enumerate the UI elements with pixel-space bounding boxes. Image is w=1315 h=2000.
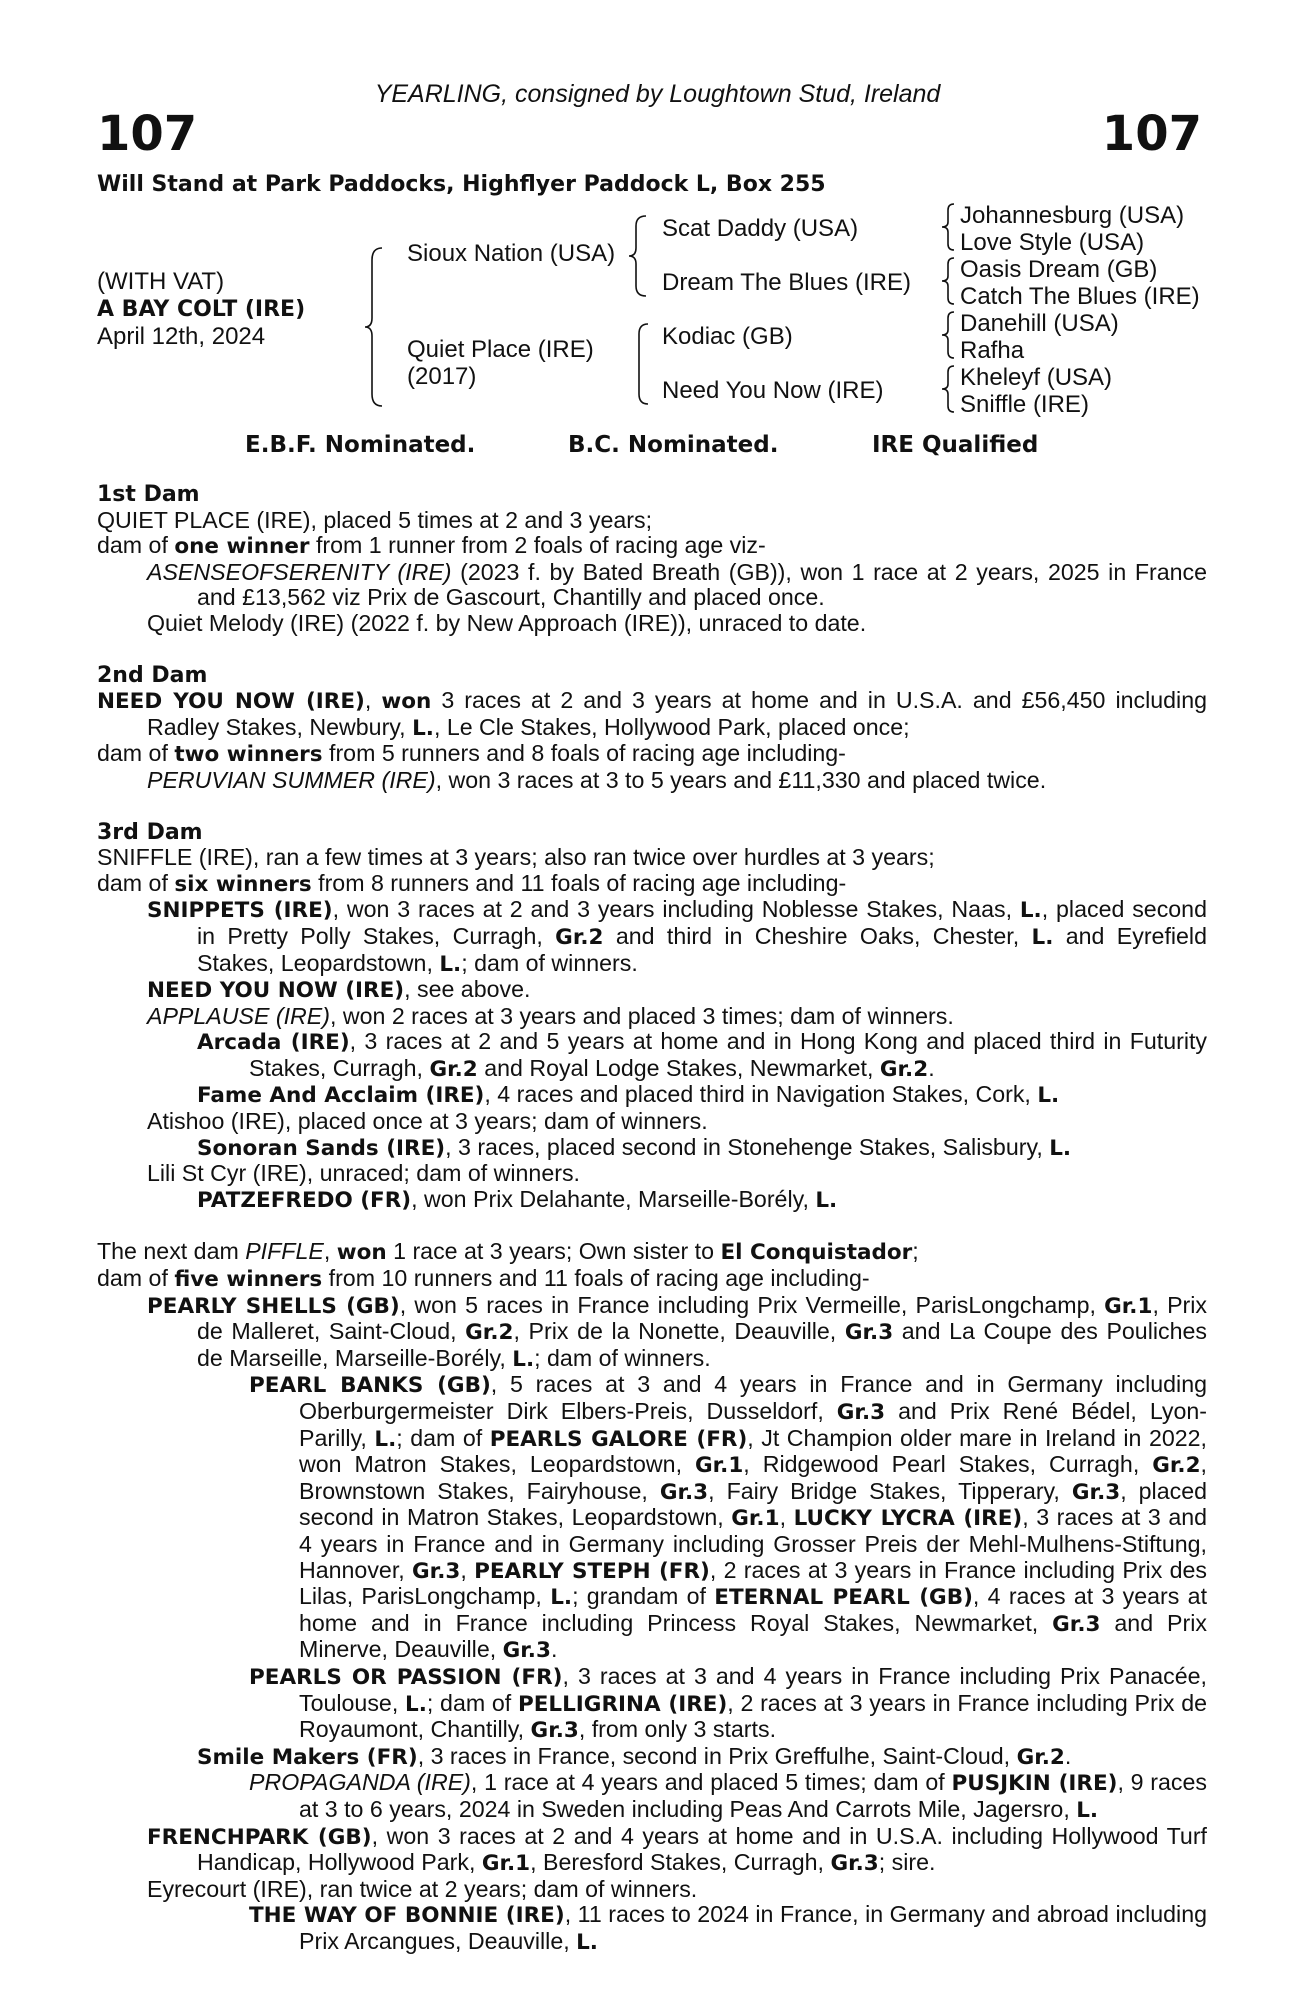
gen3-7: Kheleyf (USA): [960, 364, 1113, 391]
ire-qualified: IRE Qualified: [872, 432, 1039, 458]
produce-eyrecourt: Eyrecourt (IRE), ran twice at 2 years; dam of winners.: [147, 1875, 698, 1902]
brace-gen3-2: [940, 256, 958, 306]
third-dam-summary: dam of six winners from 8 runners and 11 foals of racing age including-: [97, 869, 847, 897]
produce-the-way-of-bonnie: THE WAY OF BONNIE (IRE), 11 races to 2024 in France, in Germany and abroad including Prix Arcangues, Deauville, L.: [249, 1901, 1207, 1955]
brace-gen3-1: [940, 202, 958, 252]
second-dam-summary: dam of two winners from 5 runners and 8 foals of racing age including-: [97, 740, 846, 768]
vat-note: (WITH VAT): [97, 268, 225, 295]
next-dam-summary: dam of five winners from 10 runners and 11 foals of racing age including-: [97, 1265, 870, 1293]
produce-peruvian-summer: PERUVIAN SUMMER (IRE), won 3 races at 3 to 5 years and £11,330 and placed twice.: [147, 766, 1047, 793]
gen3-3: Oasis Dream (GB): [960, 256, 1158, 283]
brace-gen3-3: [940, 310, 958, 360]
gen3-4: Catch The Blues (IRE): [960, 283, 1200, 310]
next-dam-line: The next dam PIFFLE, won 1 race at 3 years; Own sister to El Conquistador;: [97, 1238, 919, 1266]
third-dam-heading: 3rd Dam: [97, 819, 203, 845]
first-dam-heading: 1st Dam: [97, 482, 200, 507]
first-dam-summary: dam of one winner from 1 runner from 2 foals of racing age viz-: [97, 532, 766, 560]
stand-location: Will Stand at Park Paddocks, Highflyer Paddock L, Box 255: [97, 172, 826, 197]
third-dam-line: SNIFFLE (IRE), ran a few times at 3 years; also ran twice over hurdles at 3 years;: [97, 844, 935, 871]
gen2-dam-sire: Kodiac (GB): [662, 323, 793, 350]
gen3-1: Johannesburg (USA): [960, 202, 1185, 229]
produce-frenchpark: FRENCHPARK (GB), won 3 races at 2 and 4 years at home and in U.S.A. including Hollywood Turf Handicap, Hollywood Park, Gr.1, Beresford Stakes, Curragh, Gr.3; sire.: [147, 1822, 1207, 1877]
produce-smile-makers: Smile Makers (FR), 3 races in France, second in Prix Greffulhe, Saint-Cloud, Gr.2.: [197, 1742, 1072, 1770]
produce-pearl-banks: PEARL BANKS (GB), 5 races at 3 and 4 years in France and in Germany including Oberburgermeister Dirk Elbers-Preis, Dusseldorf, Gr.3 and Prix René Bédel, Lyon-Parilly, L.; dam of PEARLS GALORE (FR), Jt Champion older mare in Ireland in 2022, won Matron Stakes, Leopardstown, Gr.1, Ridgewood Pearl Stakes, Curragh, Gr.2, Brownstown Stakes, Fairyhouse, Gr.3, Fairy Bridge Stakes, Tipperary, Gr.3, placed second in Matron Stakes, Leopardstown, Gr.1, LUCKY LYCRA (IRE), 3 races at 3 and 4 years in France and in Germany including Grosser Preis der Mehl-Mulhens-Stiftung, Hannover, Gr.3, PEARLY STEPH (FR), 2 races at 3 years in France including Prix des Lilas, ParisLongchamp, L.; grandam of ETERNAL PEARL (GB), 4 races at 3 years at home and in France including Princess Royal Stakes, Newmarket, Gr.3 and Prix Minerve, Deauville, Gr.3.: [249, 1371, 1208, 1664]
produce-snippets: SNIPPETS (IRE), won 3 races at 2 and 3 years including Noblesse Stakes, Naas, L., placed second in Pretty Polly Stakes, Curragh, Gr.2 and third in Cheshire Oaks, Chester, L. and Eyrefield Stakes, Leopardstown, L.; dam of winners.: [147, 896, 1207, 977]
produce-atishoo: Atishoo (IRE), placed once at 3 years; dam of winners.: [147, 1108, 708, 1135]
sire-name: Sioux Nation (USA): [407, 240, 616, 267]
dam-year: (2017): [407, 363, 477, 390]
ebf-nomination: E.B.F. Nominated.: [245, 432, 476, 458]
produce-lili-st-cyr: Lili St Cyr (IRE), unraced; dam of winners.: [147, 1160, 580, 1187]
produce-pearly-shells: PEARLY SHELLS (GB), won 5 races in France including Prix Vermeille, ParisLongchamp, Gr.1, Prix de Malleret, Saint-Cloud, Gr.2, Prix de la Nonette, Deauville, Gr.3 and La Coupe des Pouliches de Marseille, Marseille-Borély, L.; dam of winners.: [147, 1291, 1207, 1372]
produce-quiet-melody: Quiet Melody (IRE) (2022 f. by New Approach (IRE)), unraced to date.: [147, 609, 867, 636]
produce-arcada: Arcada (IRE), 3 races at 2 and 5 years at home and in Hong Kong and placed third in Futurity Stakes, Curragh, Gr.2 and Royal Lodge Stakes, Newmarket, Gr.2.: [197, 1028, 1208, 1082]
gen2-sire-dam: Dream The Blues (IRE): [662, 269, 911, 296]
produce-fame-and-acclaim: Fame And Acclaim (IRE), 4 races and placed third in Navigation Stakes, Cork, L.: [197, 1081, 1060, 1109]
brace-sire-parents: [628, 214, 650, 298]
gen3-8: Sniffle (IRE): [960, 391, 1089, 418]
gen3-2: Love Style (USA): [960, 229, 1145, 256]
horse-name: A BAY COLT (IRE): [97, 297, 306, 322]
produce-sonoran-sands: Sonoran Sands (IRE), 3 races, placed second in Stonehenge Stakes, Salisbury, L.: [197, 1133, 1072, 1161]
gen3-5: Danehill (USA): [960, 310, 1119, 337]
produce-record: [97, 482, 1207, 1955]
horse-dob: April 12th, 2024: [97, 323, 266, 350]
gen2-dam-dam: Need You Now (IRE): [662, 377, 884, 404]
second-dam-line: NEED YOU NOW (IRE), won 3 races at 2 and 3 years at home and in U.S.A. and £56,450 including Radley Stakes, Newbury, L., Le Cle Stakes, Hollywood Park, placed once;: [97, 687, 1207, 741]
brace-dam-parents: [634, 322, 650, 406]
dam-name: Quiet Place (IRE): [407, 336, 594, 363]
produce-patzefredo: PATZEFREDO (FR), won Prix Delahante, Marseille-Borély, L.: [197, 1185, 838, 1213]
produce-applause: APPLAUSE (IRE), won 2 races at 3 years and placed 3 times; dam of winners.: [147, 1002, 954, 1029]
first-dam-line: QUIET PLACE (IRE), placed 5 times at 2 and 3 years;: [97, 506, 653, 533]
produce-propaganda: PROPAGANDA (IRE), 1 race at 4 years and placed 5 times; dam of PUSJKIN (IRE), 9 races at 3 to 6 years, 2024 in Sweden including Peas And Carrots Mile, Jagersro, L.: [249, 1769, 1208, 1823]
produce-asenseofserenity: ASENSEOFSERENITY (IRE) (2023 f. by Bated Breath (GB)), won 1 race at 2 years, 2025 in France and £13,562 viz Prix de Gascourt, Chantilly and placed once.: [147, 558, 1207, 611]
lot-number-right: 107: [1101, 106, 1202, 162]
produce-pearls-or-passion: PEARLS OR PASSION (FR), 3 races at 3 and 4 years in France including Prix Panacée, Toulouse, L.; dam of PELLIGRINA (IRE), 2 races at 3 years in France including Prix de Royaumont, Chantilly, Gr.3, from only 3 starts.: [249, 1662, 1208, 1744]
lot-number-left: 107: [97, 106, 198, 162]
second-dam-heading: 2nd Dam: [97, 662, 208, 688]
brace-gen3-4: [940, 364, 958, 414]
bc-nomination: B.C. Nominated.: [568, 432, 779, 458]
gen3-6: Rafha: [960, 337, 1025, 364]
brace-sire-dam: [364, 246, 386, 408]
produce-need-you-now: NEED YOU NOW (IRE), see above.: [147, 976, 531, 1004]
catalogue-subtitle: YEARLING, consigned by Loughtown Stud, Ireland: [374, 80, 941, 108]
gen2-sire-sire: Scat Daddy (USA): [662, 215, 859, 242]
